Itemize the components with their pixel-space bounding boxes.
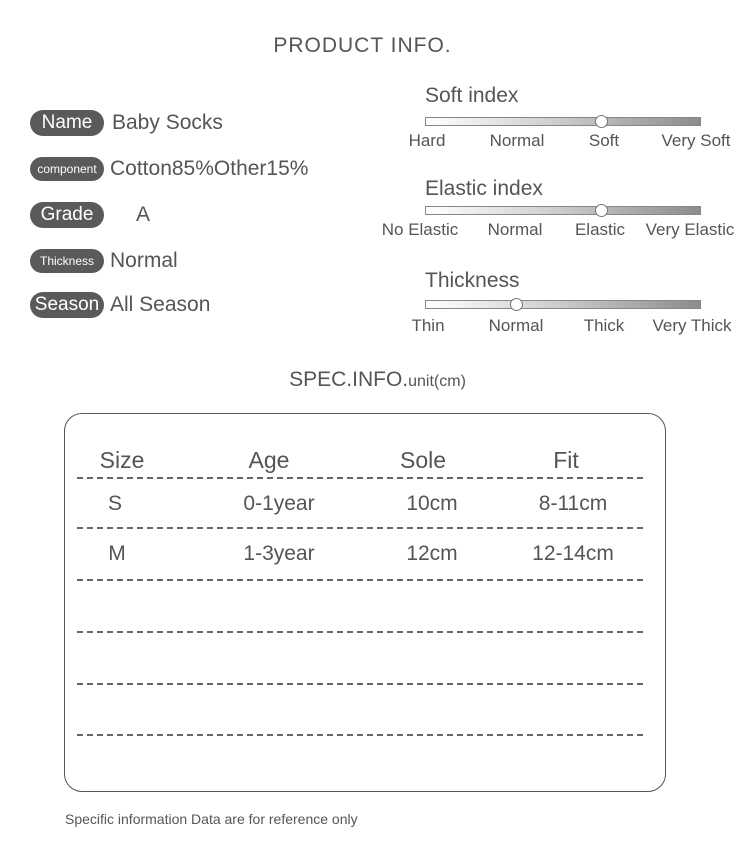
scale-knob — [595, 115, 608, 128]
property-name — [30, 108, 223, 138]
row-divider — [77, 683, 643, 685]
tick-label: Normal — [488, 316, 544, 335]
table-cell: 0-1year — [243, 492, 315, 515]
tick-label: Very Elastic — [645, 220, 735, 239]
property-thickness — [30, 246, 178, 276]
column-header-size: Size — [99, 447, 145, 473]
tick-label: No Elastic — [381, 220, 459, 239]
table-cell: 1-3year — [243, 542, 315, 565]
scale-track — [425, 300, 701, 309]
property-badge: Thickness — [30, 249, 104, 273]
property-value: All Season — [110, 293, 211, 316]
row-divider — [77, 527, 643, 529]
table-cell: M — [108, 542, 126, 565]
row-divider — [77, 579, 643, 581]
property-badge: Season — [30, 292, 104, 318]
row-divider — [77, 477, 643, 479]
footnote: Specific information Data are for reference only — [65, 811, 358, 827]
property-value: Baby Socks — [112, 111, 223, 134]
spec-unit: unit(cm) — [408, 373, 466, 390]
tick-label: Thin — [411, 316, 445, 335]
scale-track — [425, 117, 701, 126]
row-divider — [77, 734, 643, 736]
row-divider — [77, 631, 643, 633]
scale-track — [425, 206, 701, 215]
tick-label: Soft — [588, 131, 620, 150]
tick-label: Very Soft — [661, 131, 731, 150]
column-header-fit: Fit — [553, 447, 579, 473]
property-value: A — [136, 203, 151, 226]
property-badge: Grade — [30, 202, 104, 228]
scale-knob — [510, 298, 523, 311]
tick-label: Elastic — [574, 220, 626, 239]
scale-title: Elastic index — [425, 177, 543, 200]
table-cell: 10cm — [406, 492, 458, 515]
tick-label: Very Thick — [652, 316, 732, 335]
spec-title — [0, 368, 750, 392]
property-value: Cotton85%Other15% — [110, 157, 309, 180]
property-season — [30, 290, 210, 320]
table-cell: S — [107, 492, 123, 515]
table-cell: 12-14cm — [532, 542, 614, 565]
property-component — [30, 154, 308, 184]
spec-title-text: SPEC.INFO. — [289, 368, 409, 391]
scale-title: Thickness — [425, 269, 520, 292]
column-header-sole: Sole — [399, 447, 447, 473]
scale-knob — [595, 204, 608, 217]
tick-label: Hard — [408, 131, 446, 150]
tick-label: Thick — [583, 316, 625, 335]
property-grade — [30, 200, 150, 230]
page-title: PRODUCT INFO. — [273, 34, 452, 57]
column-header-age: Age — [248, 447, 290, 473]
table-cell: 8-11cm — [538, 492, 608, 515]
spec-table — [64, 413, 666, 792]
tick-label: Normal — [489, 131, 545, 150]
table-cell: 12cm — [406, 542, 458, 565]
scale-title: Soft index — [425, 84, 519, 107]
tick-label: Normal — [487, 220, 543, 239]
property-badge: component — [30, 157, 104, 181]
property-badge: Name — [30, 110, 104, 136]
property-value: Normal — [110, 249, 178, 272]
